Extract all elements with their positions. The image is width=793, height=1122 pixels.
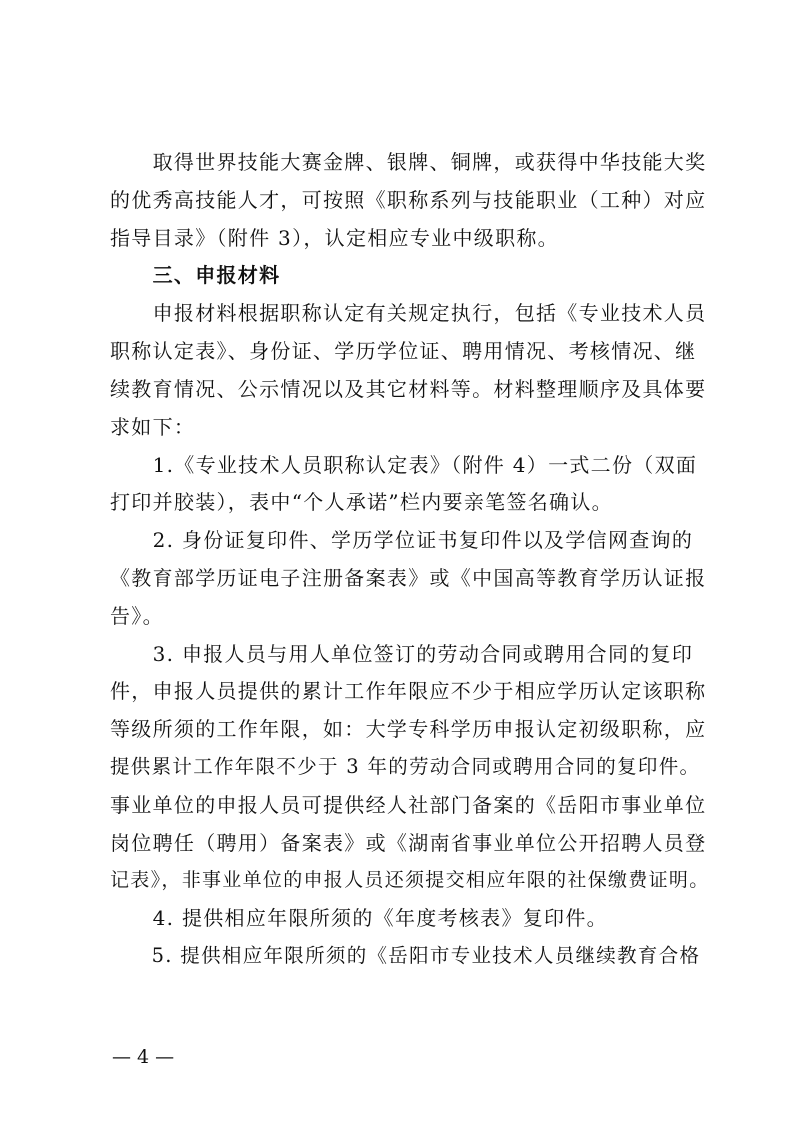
- body-text-line: 职称认定表》、身份证、学历学位证、聘用情况、考核情况、继: [110, 339, 697, 363]
- body-text-line: 记表》，非事业单位的申报人员还须提交相应年限的社保缴费证明。: [110, 869, 710, 891]
- body-text-line: 4. 提供相应年限所须的《年度考核表》复印件。: [110, 906, 608, 930]
- body-text-line: 求如下：: [110, 415, 196, 439]
- page-number: — 4 —: [112, 1046, 175, 1068]
- body-text-line: 告》。: [110, 604, 164, 628]
- body-text-line: 续教育情况、公示情况以及其它材料等。材料整理顺序及具体要: [110, 377, 707, 401]
- body-text-line: 3. 申报人员与用人单位签订的劳动合同或聘用合同的复印: [110, 642, 694, 666]
- body-text-line: 申报材料根据职称认定有关规定执行，包括《专业技术人员: [110, 301, 707, 325]
- section-heading: 三、申报材料: [110, 263, 281, 287]
- body-text-line: 2. 身份证复印件、学历学位证书复印件以及学信网查询的: [110, 528, 694, 552]
- body-text-line: 等级所须的工作年限，如：大学专科学历申报认定初级职称，应: [110, 717, 707, 741]
- body-text-line: 件，申报人员提供的累计工作年限应不少于相应学历认定该职称: [110, 679, 707, 703]
- body-text-line: 的优秀高技能人才，可按照《职称系列与技能职业（工种）对应: [110, 188, 707, 212]
- body-text-line: 1.《专业技术人员职称认定表》（附件 4）一式二份（双面: [110, 453, 698, 477]
- body-text-line: 提供累计工作年限不少于 3 年的劳动合同或聘用合同的复印件。: [110, 755, 701, 778]
- body-text-line: 《教育部学历证电子注册备案表》或《中国高等教育学历认证报: [110, 566, 707, 590]
- body-text-line: 打印并胶装），表中“个人承诺”栏内要亲笔签名确认。: [110, 490, 613, 514]
- body-text-line: 岗位聘任（聘用）备案表》或《湖南省事业单位公开招聘人员登: [110, 831, 707, 855]
- body-text-line: 取得世界技能大赛金牌、银牌、铜牌，或获得中华技能大奖: [110, 150, 707, 174]
- body-text-line: 5. 提供相应年限所须的《岳阳市专业技术人员继续教育合格: [110, 944, 701, 967]
- body-text-line: 事业单位的申报人员可提供经人社部门备案的《岳阳市事业单位: [110, 793, 707, 817]
- body-text-line: 指导目录》（附件 3），认定相应专业中级职称。: [110, 226, 559, 250]
